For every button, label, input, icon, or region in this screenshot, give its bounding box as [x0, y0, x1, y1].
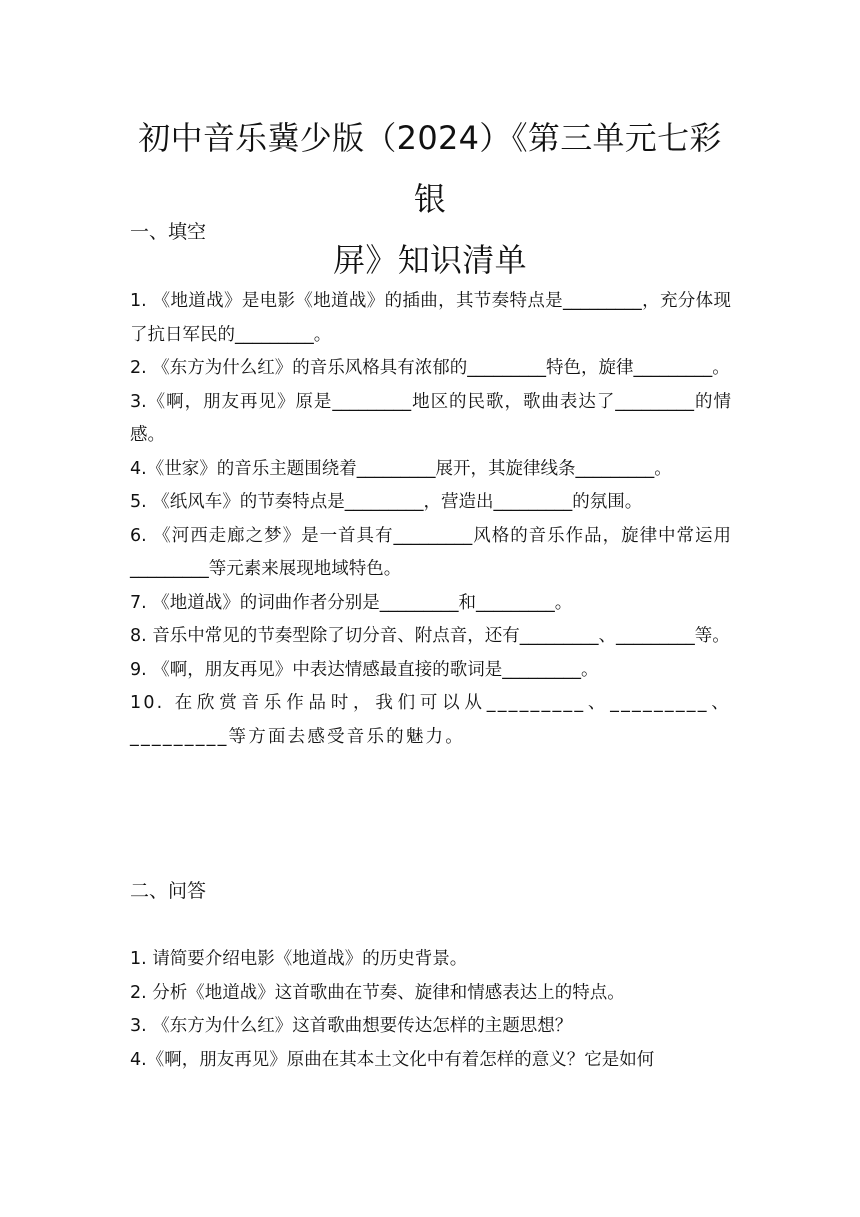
document-title — [128, 108, 732, 291]
fill-in-section-heading: 一、填空 — [130, 221, 207, 243]
fill-in-question-4: 4.《世家》的音乐主题围绕着_________展开，其旋律线条_________。 — [130, 458, 672, 479]
qa-question-2: 2. 分析《地道战》这首歌曲在节奏、旋律和情感表达上的特点。 — [130, 982, 625, 1003]
qa-question-4: 4.《啊，朋友再见》原曲在其本土文化中有着怎样的意义？它是如何 — [130, 1049, 655, 1070]
document-title-line-1: 初中音乐冀少版（2024）《第三单元七彩银 — [138, 119, 722, 218]
qa-question-3: 3. 《东方为什么红》这首歌曲想要传达怎样的主题思想？ — [130, 1016, 573, 1036]
fill-in-question-1: 1. 《地道战》是电影《地道战》的插曲，其节奏特点是_________，充分体现了抗日军民的_________。 — [130, 291, 731, 345]
fill-in-question-5: 5. 《纸风车》的节奏特点是_________，营造出_________的氛围。 — [130, 492, 643, 512]
fill-in-question-7: 7. 《地道战》的词曲作者分别是_________和_________。 — [130, 592, 573, 613]
fill-in-question-10: 10. 在欣赏音乐作品时，我们可以从_________、_________、_________等方面去感受音乐的魅力。 — [130, 693, 731, 747]
fill-in-question-9: 9. 《啊，朋友再见》中表达情感最直接的歌词是_________。 — [130, 659, 599, 680]
fill-in-question-2: 2. 《东方为什么红》的音乐风格具有浓郁的_________特色，旋律_________。 — [130, 358, 730, 378]
qa-question-1: 1. 请简要介绍电影《地道战》的历史背景。 — [130, 949, 468, 969]
fill-in-question-list — [130, 285, 731, 754]
qa-question-list — [130, 943, 731, 1077]
fill-in-question-3: 3.《啊，朋友再见》原是_________地区的民歌，歌曲表达了_________的情感。 — [130, 391, 731, 445]
document-title-line-2: 屏》知识清单 — [333, 241, 527, 279]
fill-in-question-6: 6. 《河西走廊之梦》是一首具有_________风格的音乐作品，旋律中常运用_________等元素来展现地域特色。 — [130, 525, 731, 579]
qa-section-heading: 二、问答 — [130, 880, 207, 902]
fill-in-question-8: 8. 音乐中常见的节奏型除了切分音、附点音，还有_________、_________等。 — [130, 626, 730, 646]
